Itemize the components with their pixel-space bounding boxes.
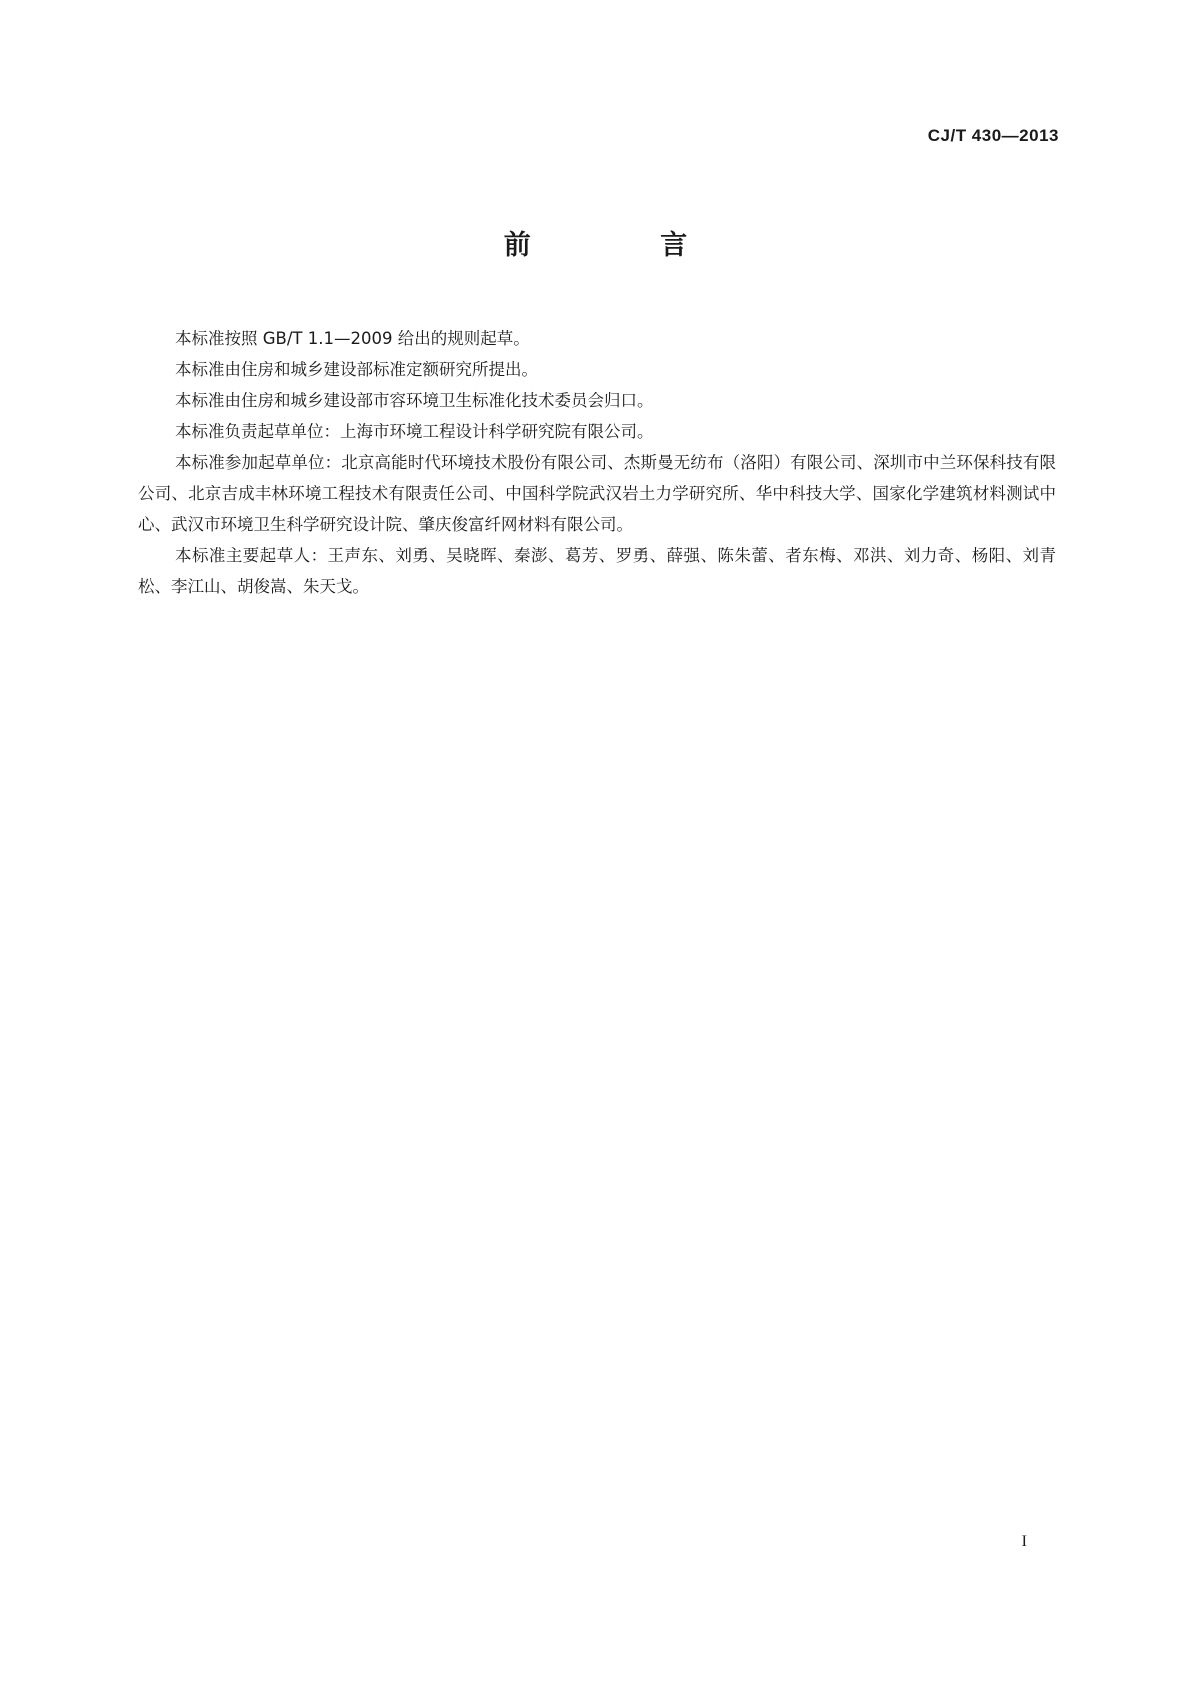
foreword-body (138, 323, 1056, 602)
paragraph-administrator: 本标准由住房和城乡建设部市容环境卫生标准化技术委员会归口。 (175, 391, 654, 410)
paragraph-participating-drafters: 本标准参加起草单位：北京高能时代环境技术股份有限公司、杰斯曼无纺布（洛阳）有限公司、深圳市中兰环保科技有限公司、北京吉成丰林环境工程技术有限责任公司、中国科学院武汉岩土力学研究所、华中科技大学、国家化学建筑材料测试中心、武汉市环境卫生科学研究设计院、肇庆俊富纤网材料有限公司。 (138, 453, 1056, 534)
paragraph-proposer: 本标准由住房和城乡建设部标准定额研究所提出。 (175, 360, 538, 379)
page-number: I (1021, 1533, 1027, 1550)
section-title: 前 言 (503, 230, 748, 261)
paragraph-lead-drafter: 本标准负责起草单位：上海市环境工程设计科学研究院有限公司。 (175, 422, 654, 441)
paragraph-drafting-rules: 本标准按照 GB/T 1.1—2009 给出的规则起草。 (175, 329, 530, 348)
standard-code: CJ/T 430—2013 (927, 126, 1059, 145)
paragraph-main-drafters: 本标准主要起草人：王声东、刘勇、吴晓晖、秦澎、葛芳、罗勇、薛强、陈朱蕾、者东梅、邓洪、刘力奇、杨阳、刘青松、李江山、胡俊嵩、朱天戈。 (138, 546, 1056, 596)
